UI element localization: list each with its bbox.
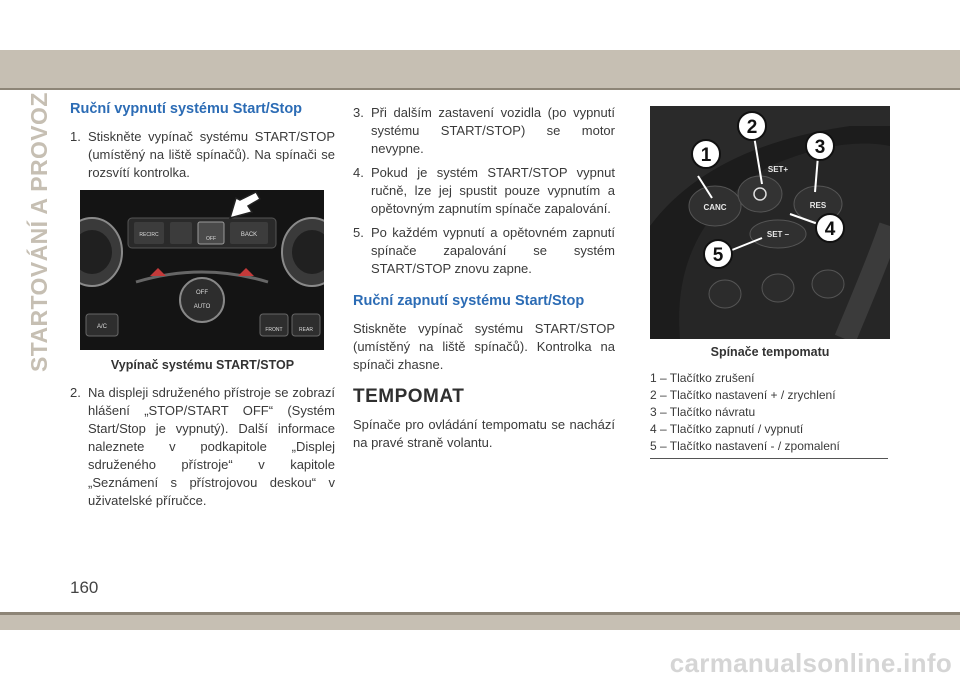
start-stop-switch-photo xyxy=(80,190,324,350)
callout-4 xyxy=(816,214,844,242)
legend-item-5: 5 – Tlačítko nastavení - / zpomalení xyxy=(650,439,840,453)
legend-item-3: 3 – Tlačítko návratu xyxy=(650,405,756,419)
list-item-3 xyxy=(353,104,615,158)
watermark-text: carmanualsonline.info xyxy=(669,648,952,678)
callout-5 xyxy=(704,240,732,268)
list-item-4-text: Pokud je systém START/STOP vypnut ručně, lze jej spustit pouze vypnutím a opětovným zapnutím spínače zapalování. xyxy=(371,165,615,216)
canc-label: CANC xyxy=(703,203,727,212)
section-side-title: STARTOVÁNÍ A PROVOZ xyxy=(26,92,52,372)
list-item-5-text: Po každém vypnutí a opětovném zapnutí spínače zapalování se systém START/STOP znovu zapne. xyxy=(371,225,615,276)
auto-label: AUTO xyxy=(193,304,211,310)
start-stop-off-label: OFF xyxy=(206,236,216,242)
front-defrost-label: FRONT xyxy=(265,327,283,333)
start-stop-photo-caption: Vypínač systému START/STOP xyxy=(110,358,295,372)
list-item-2-number: 2. xyxy=(70,385,81,400)
list-item-4 xyxy=(353,164,615,218)
cruise-legend xyxy=(650,370,888,459)
heading-manual-on: Ruční zapnutí systému Start/Stop xyxy=(353,293,585,309)
list-item-5-number: 5. xyxy=(353,225,364,240)
paragraph-manual-on: Stiskněte vypínač systému START/STOP (umístěný na liště spínačů). Kontrolka na spínači zhasne. xyxy=(353,321,615,372)
list-item-1-number: 1. xyxy=(70,129,81,144)
list-item-2-text: Na displeji sdruženého přístroje se zobrazí hlášení „STOP/START OFF“ (Systém Start/Stop je vypnutý). Další informace naleznete v podkapitole „Displej sdruženého přístroje“ v kapitole „Seznámení s přístrojovou deskou“ v uživatelské příručce. xyxy=(88,385,335,508)
list-item-1-text: Stiskněte vypínač systému START/STOP (umístěný na liště spínačů). Na spínači se rozsvítí kontrolka. xyxy=(88,129,335,180)
list-item-2 xyxy=(70,384,335,510)
list-item-3-text: Při dalším zastavení vozidla (po vypnutí systému START/STOP) se motor nevypne. xyxy=(371,105,615,156)
left-column xyxy=(70,100,335,516)
cruise-control-photo xyxy=(650,106,890,339)
page-number: 160 xyxy=(70,578,99,597)
set-minus-label: SET – xyxy=(766,230,790,239)
top-band-line xyxy=(0,88,960,90)
svg-text:2: 2 xyxy=(746,117,758,138)
legend-item-1: 1 – Tlačítko zrušení xyxy=(650,371,755,385)
ac-label: A/C xyxy=(96,324,108,330)
list-item-5 xyxy=(353,224,615,278)
callout-3 xyxy=(806,132,834,160)
heading-manual-off: Ruční vypnutí systému Start/Stop xyxy=(70,101,303,117)
cruise-photo-caption: Spínače tempomatu xyxy=(710,345,830,359)
steering-wheel-illustration xyxy=(650,106,890,339)
paragraph-cruise-control: Spínače pro ovládání tempomatu se nachází na pravé straně volantu. xyxy=(353,417,615,450)
set-plus-label: SET+ xyxy=(767,165,789,174)
top-band xyxy=(0,50,960,88)
off-label: OFF xyxy=(196,290,208,296)
list-item-3-number: 3. xyxy=(353,105,364,120)
list-item-1 xyxy=(70,128,335,182)
middle-column xyxy=(353,104,615,458)
legend-item-4: 4 – Tlačítko zapnutí / vypnutí xyxy=(650,422,804,436)
legend-item-2: 2 – Tlačítko nastavení + / zrychlení xyxy=(650,388,836,402)
callout-1 xyxy=(692,140,720,168)
list-item-4-number: 4. xyxy=(353,165,364,180)
svg-text:4: 4 xyxy=(824,219,836,240)
recirc-label: RECIRC xyxy=(139,232,159,238)
rear-defrost-label: REAR xyxy=(299,327,313,333)
svg-text:1: 1 xyxy=(700,145,712,166)
res-label: RES xyxy=(809,201,827,210)
svg-text:5: 5 xyxy=(712,245,724,266)
callout-2 xyxy=(738,112,766,140)
svg-text:3: 3 xyxy=(814,137,826,158)
bottom-band xyxy=(0,615,960,630)
back-label: BACK xyxy=(240,232,258,238)
heading-cruise-control: TEMPOMAT xyxy=(353,386,465,407)
switch-panel-illustration xyxy=(80,190,324,350)
